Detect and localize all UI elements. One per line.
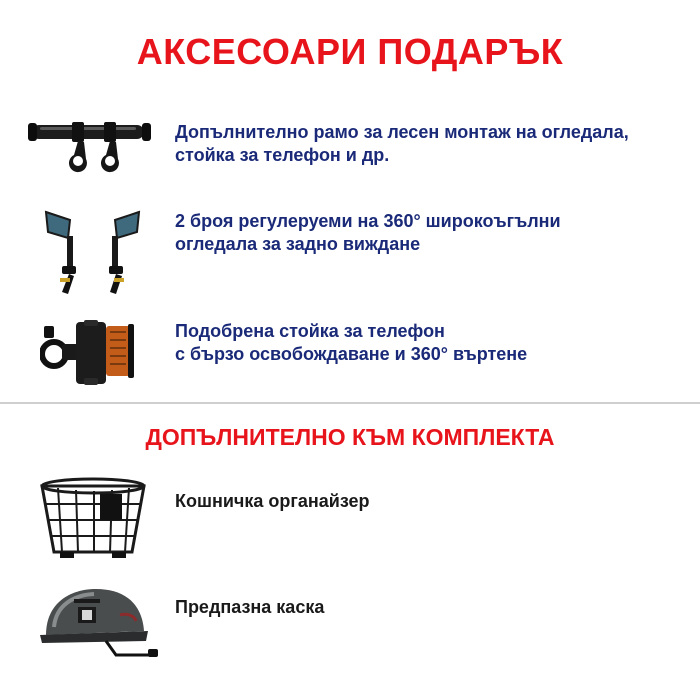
- gift-item-phone-holder: [175, 320, 690, 366]
- gift-item-line: Подобрена стойка за телефон: [175, 321, 445, 341]
- extras-section-title: ДОПЪЛНИТЕЛНО КЪМ КОМПЛЕКТА: [145, 424, 555, 450]
- rearview-mirrors-icon: [40, 208, 145, 300]
- section-divider: [0, 402, 700, 404]
- gift-item-line: стойка за телефон и др.: [175, 145, 390, 165]
- page-title: АКСЕСОАРИ ПОДАРЪК: [136, 31, 564, 72]
- gift-item-line: 2 броя регулеруеми на 360° широкоъгълни: [175, 211, 561, 231]
- wire-basket-icon: [36, 474, 151, 566]
- extra-item-basket: [175, 490, 690, 513]
- gift-item-line: Допълнително рамо за лесен монтаж на огледала,: [175, 122, 629, 142]
- extra-item-label: Предпазна каска: [175, 597, 325, 617]
- phone-holder-icon: [40, 318, 140, 388]
- gift-item-line: огледала за задно виждане: [175, 234, 421, 254]
- gift-item-line: с бързо освобождаване и 360° въртене: [175, 344, 528, 364]
- gift-item-extension-bar: [175, 121, 690, 167]
- gift-item-mirrors: [175, 210, 690, 256]
- helmet-icon: [36, 585, 161, 660]
- extra-item-label: Кошничка органайзер: [175, 491, 370, 511]
- handlebar-extension-bar-icon: [28, 115, 153, 177]
- extra-item-helmet: [175, 596, 690, 619]
